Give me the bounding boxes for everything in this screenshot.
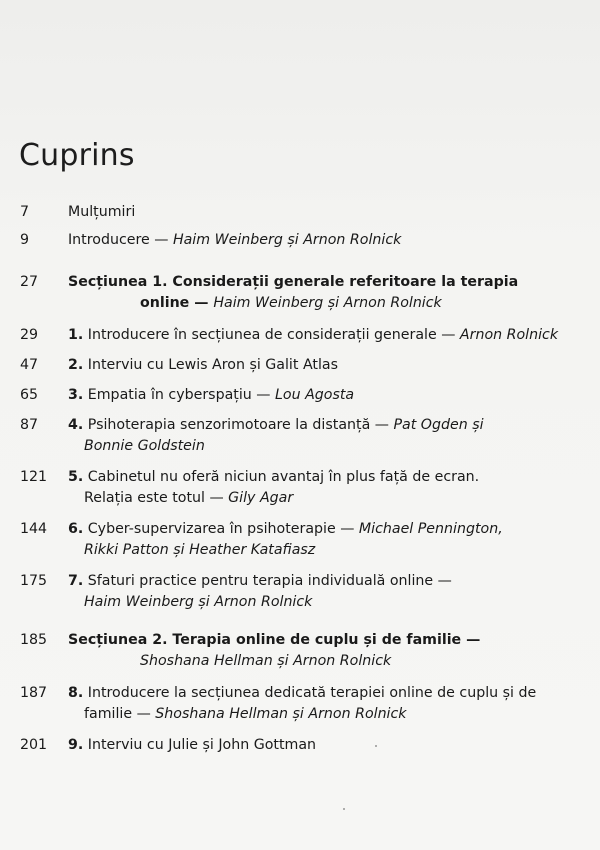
toc-entry-author: Shoshana Hellman și Arnon Rolnick xyxy=(140,653,392,669)
toc-entry-author: Haim Weinberg și Arnon Rolnick xyxy=(213,295,442,311)
toc-entry-author: Arnon Rolnick xyxy=(459,327,559,343)
toc-entry-title: Mulțumiri xyxy=(68,204,136,220)
toc-page-number: 144 xyxy=(20,521,48,537)
toc-page-number: 121 xyxy=(20,469,48,485)
toc-section-title: Secțiunea 1. Considerații generale referitoare la terapia online — Haim Weinberg și Arnon Rolnick xyxy=(68,274,519,311)
toc-entry-author: Michael Pennington, xyxy=(358,521,503,537)
toc-page-number: 185 xyxy=(20,632,48,648)
page-title: Cuprins xyxy=(19,138,135,173)
toc-page-number: 201 xyxy=(20,737,48,753)
toc-page-number: 87 xyxy=(20,417,39,433)
toc-entry-title: 7. Sfaturi practice pentru terapia individuală online — Haim Weinberg și Arnon Rolnick xyxy=(68,571,583,613)
toc-page-number: 27 xyxy=(20,274,39,290)
toc-entry-author-continued: Rikki Patton și Heather Katafiasz xyxy=(84,542,316,558)
toc-entry-author: Pat Ogden și xyxy=(393,417,484,433)
toc-entry-title: 8. Introducere la secțiunea dedicată terapiei online de cuplu și de familie — Shoshana Hellman și Arnon Rolnick xyxy=(68,685,537,722)
toc-entry-title: 5. Cabinetul nu oferă niciun avantaj în plus față de ecran. Relația este totul — Gily Agar xyxy=(68,469,480,506)
toc-entry-author: Haim Weinberg și Arnon Rolnick xyxy=(172,232,402,248)
toc-entry-author: Haim Weinberg și Arnon Rolnick xyxy=(84,594,313,610)
toc-section-title: Secțiunea 2. Terapia online de cuplu și de familie — Shoshana Hellman și Arnon Rolnick xyxy=(68,630,583,672)
bleed-through-text xyxy=(0,0,600,125)
toc-entry-title: 2. Interviu cu Lewis Aron și Galit Atlas xyxy=(68,357,338,373)
toc-entry-author: Lou Agosta xyxy=(274,387,355,403)
toc-entry-author: Shoshana Hellman și Arnon Rolnick xyxy=(155,706,407,722)
toc-entry-title: 6. Cyber-supervizarea în psihoterapie — Michael Pennington, Rikki Patton și Heather Katafiasz xyxy=(68,519,583,561)
paper-speck xyxy=(375,745,377,747)
toc-entry-title: Introducere — Haim Weinberg și Arnon Rolnick xyxy=(68,232,402,248)
toc-page-number: 187 xyxy=(20,685,48,701)
toc-page-number: 7 xyxy=(20,204,30,220)
toc-entry-title: 9. Interviu cu Julie și John Gottman xyxy=(68,737,317,753)
toc-page-number: 9 xyxy=(20,232,30,248)
toc-page-number: 47 xyxy=(20,357,39,373)
toc-entry-author: Gily Agar xyxy=(228,490,294,506)
paper-speck xyxy=(343,808,345,810)
toc-entry-title: 4. Psihoterapia senzorimotoare la distanță — Pat Ogden și Bonnie Goldstein xyxy=(68,415,583,457)
toc-page-number: 175 xyxy=(20,573,48,589)
toc-entry-author-continued: Bonnie Goldstein xyxy=(84,438,205,454)
toc-entry-title: 3. Empatia în cyberspațiu — Lou Agosta xyxy=(68,387,355,403)
toc-entry-title: 1. Introducere în secțiunea de considerații generale — Arnon Rolnick xyxy=(68,327,559,343)
toc-page-number: 65 xyxy=(20,387,39,403)
toc-page-number: 29 xyxy=(20,327,39,343)
